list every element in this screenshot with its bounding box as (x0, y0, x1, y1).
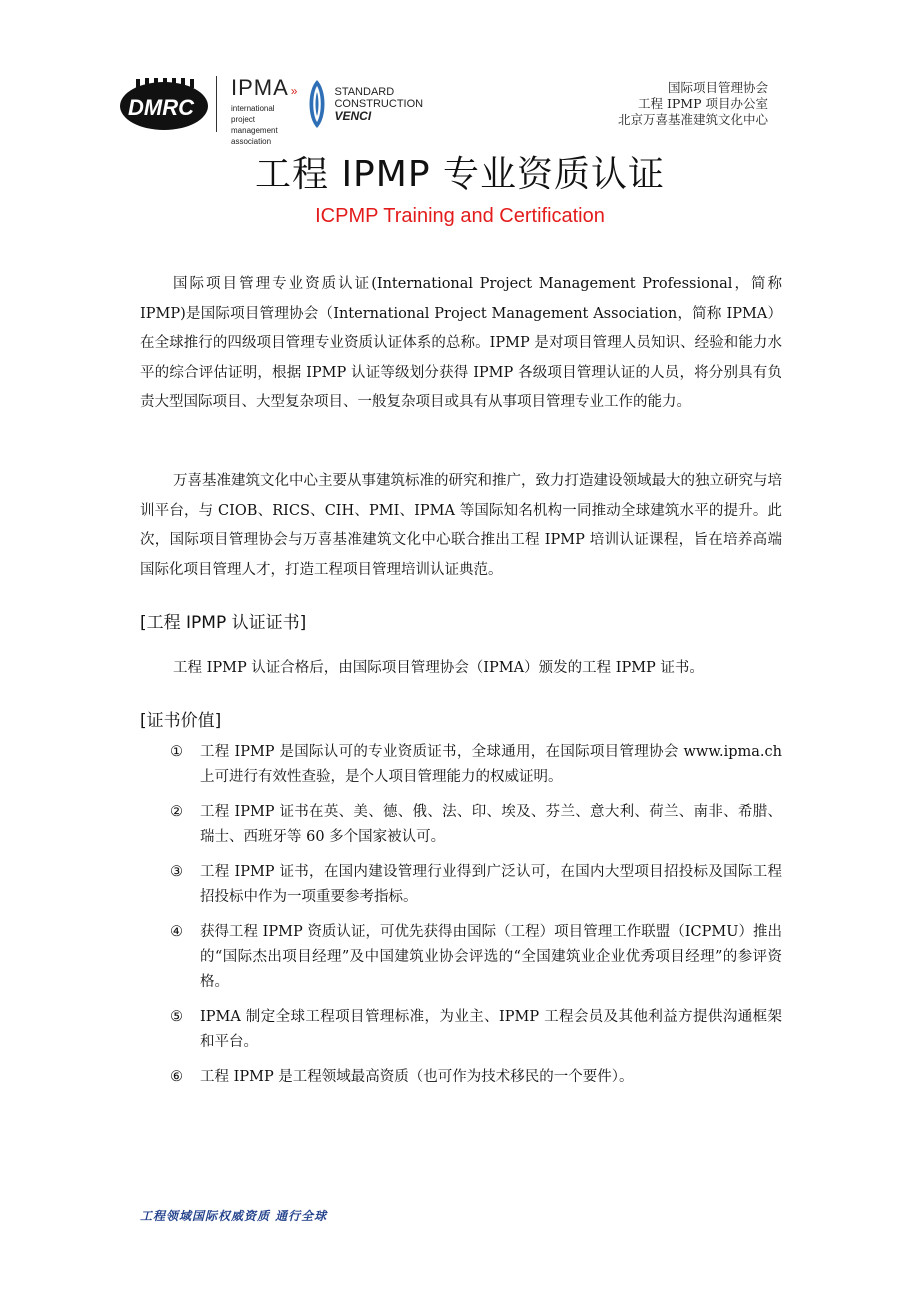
org-line-2: 工程 IPMP 项目办公室 (637, 96, 768, 111)
intro-paragraph: 国际项目管理专业资质认证(International Project Management Professional，简称 IPMP)是国际项目管理协会（International Project Management Association，简称 IPMA）在全球推行的四级项目管理专业资质认证体系的总称。IPMP 是对项目管理人员知识、经验和能力水平的综合评估证明，根据 IPMP 认证等级划分获得 IPMP 各级项目管理认证的人员，将分别具有负责大型国际项目、大型复杂项目、一般复杂项目或具有从事项目管理专业工作的能力。 (140, 276, 782, 410)
dmrc-logo-text: DMRC (128, 95, 194, 120)
item-number: ③ (170, 864, 183, 880)
item-text: 工程 IPMP 证书在英、美、德、俄、法、印、埃及、芬兰、意大利、荷兰、南非、希腊、瑞士、西班牙等 60 多个国家被认可。 (200, 804, 782, 845)
list-item (170, 1065, 782, 1090)
item-number: ⑥ (170, 1069, 183, 1085)
list-item (170, 740, 782, 790)
ipma-logo-name: IPMA (231, 75, 289, 100)
item-text: 工程 IPMP 是国际认可的专业资质证书，全球通用，在国际项目管理协会 www.ipma.ch 上可进行有效性查验，是个人项目管理能力的权威证明。 (200, 744, 782, 785)
item-number: ⑤ (170, 1009, 183, 1025)
list-item (170, 860, 782, 910)
certificate-text: 工程 IPMP 认证合格后，由国际项目管理协会（IPMA）颁发的工程 IPMP 证书。 (173, 660, 704, 676)
header-logos (118, 74, 424, 146)
list-item (170, 1005, 782, 1055)
ipma-mark-icon: » (290, 84, 299, 98)
list-item (170, 800, 782, 850)
item-number: ② (170, 804, 183, 820)
sc-line-3: VENCI (334, 109, 372, 123)
value-list (170, 740, 782, 1100)
ipma-tagline-2: project (231, 115, 256, 124)
sc-line-1: STANDARD (334, 86, 395, 98)
page-title: 工程 IPMP 专业资质认证 (255, 154, 665, 195)
page-subtitle: ICPMP Training and Certification (315, 205, 605, 227)
logo-divider (216, 76, 217, 132)
item-text: IPMA 制定全球工程项目管理标准，为业主、IPMP 工程会员及其他利益方提供沟通框架和平台。 (200, 1009, 782, 1050)
item-text: 获得工程 IPMP 资质认证，可优先获得由国际（工程）项目管理工作联盟（ICPMU）推出的“国际杰出项目经理”及中国建筑业协会评选的“全国建筑业企业优秀项目经理”的参评资格。 (200, 924, 782, 990)
org-line-1: 国际项目管理协会 (667, 80, 768, 95)
sc-line-2: CONSTRUCTION (334, 98, 424, 110)
item-text: 工程 IPMP 证书，在国内建设管理行业得到广泛认可，在国内大型项目招投标及国际工程招投标中作为一项重要参考指标。 (200, 864, 782, 905)
certificate-heading: [工程 IPMP 认证证书] (140, 613, 307, 633)
item-number: ① (170, 744, 183, 760)
footer-slogan: 工程领域国际权威资质 通行全球 (140, 1209, 328, 1223)
standard-construction-logo (304, 78, 423, 130)
ipma-tagline-4: association (231, 137, 272, 146)
item-text: 工程 IPMP 是工程领域最高资质（也可作为技术移民的一个要件）。 (200, 1069, 634, 1085)
venci-emblem-icon (304, 78, 330, 130)
ipma-logo (231, 75, 299, 146)
center-paragraph: 万喜基准建筑文化中心主要从事建筑标准的研究和推广，致力打造建设领域最大的独立研究与培训平台，与 CIOB、RICS、CIH、PMI、IPMA 等国际知名机构一同推动全球建筑水平的提升。此次，国际项目管理协会与万喜基准建筑文化中心联合推出工程 IPMP 培训认证课程，旨在培养高端国际化项目管理人才，打造工程项目管理培训认证典范。 (140, 473, 782, 578)
item-number: ④ (170, 924, 183, 940)
org-info (618, 80, 768, 128)
value-heading: [证书价值] (140, 711, 222, 731)
ipma-tagline-1: international (231, 104, 275, 113)
org-line-3: 北京万喜基准建筑文化中心 (617, 112, 768, 127)
ipma-tagline-3: management (231, 126, 278, 135)
list-item (170, 920, 782, 995)
dmrc-logo (118, 75, 210, 133)
